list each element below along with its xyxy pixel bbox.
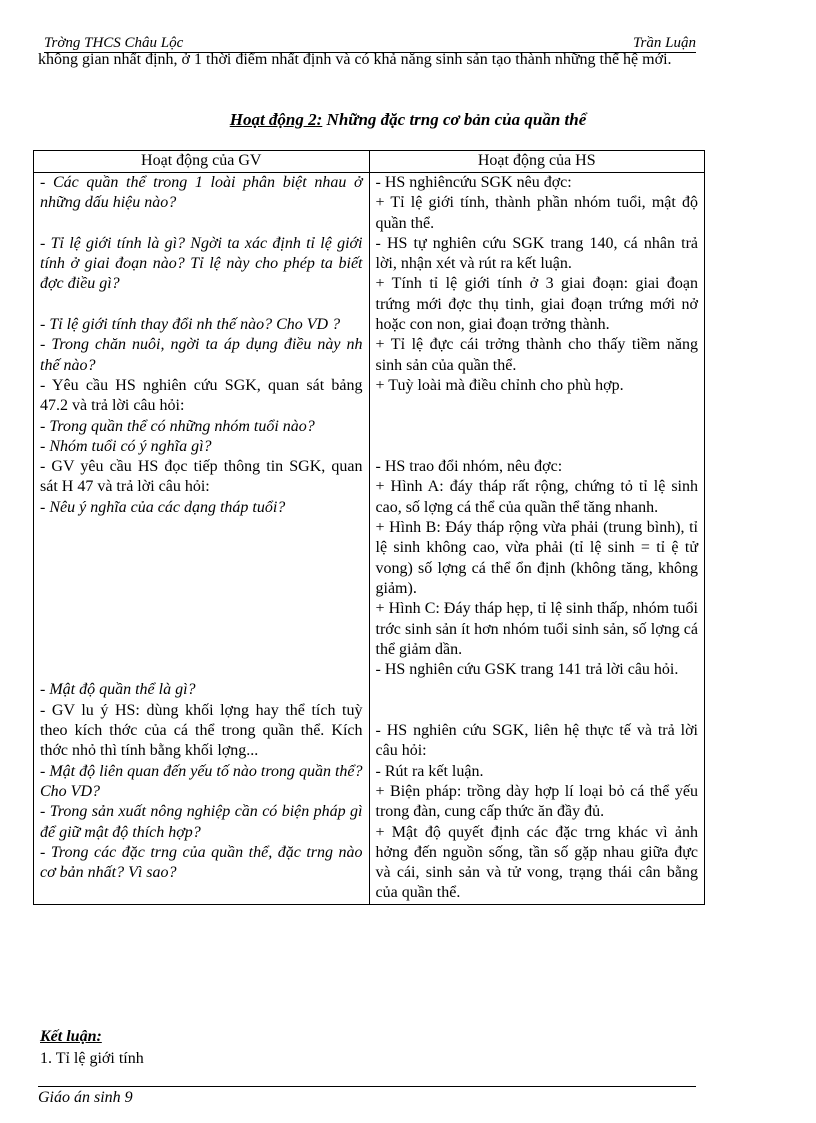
- conclusion-label: Kết luận:: [40, 1028, 102, 1045]
- hs-item: + Hình A: đáy tháp rất rộng, chứng tỏ tỉ lệ sinh cao, số lợng cá thể của quần thể tăng nhanh.: [375, 478, 698, 516]
- page-footer: Giáo án sinh 9: [38, 1086, 696, 1107]
- gv-item: - Mật độ liên quan đến yếu tố nào trong quần thể? Cho VD?: [40, 762, 363, 800]
- hs-item: + Tỉ lệ giới tính, thành phần nhóm tuổi, mật độ quần thể.: [375, 194, 698, 232]
- col-header-gv: Hoạt động của GV: [34, 151, 370, 173]
- gv-item: - GV lu ý HS: dùng khối lợng hay thể tích tuỳ theo kích thớc của cá thể trong quần thể. Kích thớc nhỏ thì tính bằng khối lợng...: [40, 701, 363, 760]
- gv-cell: [34, 173, 370, 905]
- hs-item: - HS nghiên cứu GSK trang 141 trả lời câu hỏi.: [375, 661, 679, 679]
- gv-item: - GV yêu cầu HS đọc tiếp thông tin SGK, quan sát H 47 và trả lời câu hỏi:: [40, 458, 363, 496]
- hs-item: + Tỉ lệ đực cái trởng thành cho thấy tiềm năng sinh sản của quần thể.: [375, 336, 698, 374]
- conclusion-item: 1. Tỉ lệ giới tính: [40, 1050, 144, 1067]
- hs-item: + Tính tỉ lệ giới tính ở 3 giai đoạn: giai đoạn trứng mới đợc thụ tinh, giai đoạn trứng mới nở hoặc con non, giai đoạn trởng thành.: [375, 275, 698, 334]
- gv-item: - Trong các đặc trng của quần thể, đặc trng nào cơ bản nhất? Vì sao?: [40, 843, 363, 882]
- author-name: Trần Luận: [633, 35, 696, 51]
- hs-item: + Tuỳ loài mà điều chỉnh cho phù hợp.: [375, 376, 624, 394]
- gv-item: - Trong quần thể có những nhóm tuổi nào?: [40, 417, 315, 435]
- hs-item: + Hình B: Đáy tháp rộng vừa phải (trung bình), tỉ lệ sinh không cao, vừa phải (tỉ lệ sinh = tỉ ệ tử vong) số lợng cá thể ổn định (không tăng, không giảm).: [375, 519, 698, 597]
- hs-item: + Mật độ quyết định các đặc trng khác vì ảnh hởng đến nguồn sống, tần số gặp nhau giữa đực và cái, sinh sản và tử vong, trạng thái cân bằng của quần thể.: [375, 823, 698, 902]
- hs-item: + Biện pháp: trồng dày hợp lí loại bỏ cá thể yếu trong đàn, cung cấp thức ăn đầy đủ.: [375, 782, 698, 821]
- gv-item: - Yêu cầu HS nghiên cứu SGK, quan sát bảng 47.2 và trả lời câu hỏi:: [40, 376, 363, 415]
- gv-item: - Trong sản xuất nông nghiệp cần có biện pháp gì để giữ mật độ thích hợp?: [40, 803, 363, 841]
- hs-item: - HS tự nghiên cứu SGK trang 140, cá nhân trả lời, nhận xét và rút ra kết luận.: [375, 234, 698, 273]
- hs-cell: [369, 173, 705, 905]
- gv-item: - Trong chăn nuôi, ngời ta áp dụng điều này nh thế nào?: [40, 336, 363, 374]
- gv-item: - Các quần thể trong 1 loài phân biệt nhau ở những dấu hiệu nào?: [40, 174, 363, 212]
- gv-item: - Tỉ lệ giới tính thay đổi nh thế nào? Cho VD ?: [40, 316, 341, 334]
- col-header-hs: Hoạt động của HS: [369, 151, 705, 173]
- hs-item: - HS trao đổi nhóm, nêu đợc:: [375, 458, 563, 476]
- intro-paragraph: không gian nhất định, ở 1 thời điểm nhất định và có khả năng sinh sản tạo thành những thế hệ mới.: [38, 51, 672, 68]
- activity-table: [33, 150, 705, 905]
- hs-item: - Rút ra kết luận.: [375, 762, 484, 780]
- section-heading: Những đặc trng cơ bản của quần thể: [322, 110, 587, 129]
- gv-item: - Nhóm tuổi có ý nghĩa gì?: [40, 437, 212, 455]
- section-label: Hoạt động 2:: [229, 110, 323, 129]
- school-name: Trờng THCS Châu Lộc: [44, 35, 184, 51]
- hs-item: - HS nghiêncứu SGK nêu đợc:: [375, 174, 572, 191]
- hs-item: + Hình C: Đáy tháp hẹp, tỉ lệ sinh thấp, nhóm tuổi trớc sinh sản ít hơn nhóm tuổi sinh sản, số lợng cá thể giảm dần.: [375, 600, 698, 658]
- gv-item: - Mật độ quần thể là gì?: [40, 681, 196, 699]
- section-title: [0, 110, 816, 130]
- hs-item: - HS nghiên cứu SGK, liên hệ thực tế và trả lời câu hỏi:: [375, 722, 698, 760]
- gv-item: - Nêu ý nghĩa của các dạng tháp tuổi?: [40, 498, 286, 516]
- gv-item: - Tỉ lệ giới tính là gì? Ngời ta xác định tỉ lệ giới tính ở giai đoạn nào? Tỉ lệ này cho phép ta biết đợc điều gì?: [40, 234, 363, 293]
